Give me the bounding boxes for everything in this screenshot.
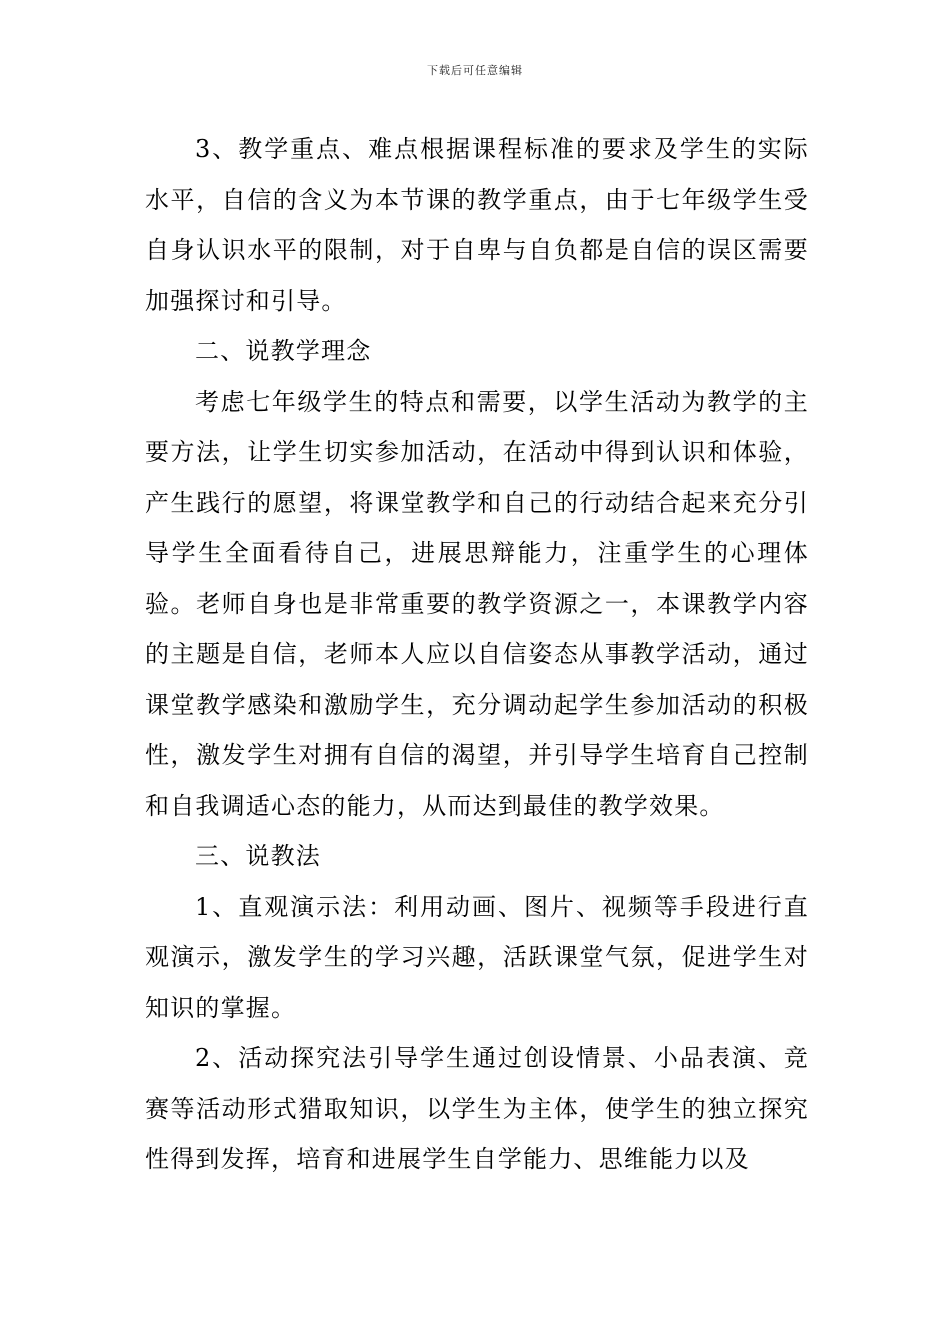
section-heading-teaching-methods: 三、说教法	[195, 842, 321, 870]
section-heading-teaching-philosophy: 二、说教学理念	[195, 337, 372, 365]
page-header: 下载后可任意编辑	[427, 64, 523, 77]
paragraph-method-demonstration: 1、直观演示法：利用动画、图片、视频等手段进行直观演示，激发学生的学习兴趣，活跃课堂气氛，促进学生对知识的掌握。	[145, 892, 809, 1022]
paragraph-teaching-focus: 3、教学重点、难点根据课程标准的要求及学生的实际水平，自信的含义为本节课的教学重点，由于七年级学生受自身认识水平的限制，对于自卑与自负都是自信的误区需要加强探讨和引导。	[145, 135, 809, 315]
paragraph-method-activity-inquiry: 2、活动探究法引导学生通过创设情景、小品表演、竞赛等活动形式猎取知识，以学生为主体，使学生的独立探究性得到发挥，培育和进展学生自学能力、思维能力以及	[145, 1044, 809, 1173]
paragraph-teaching-philosophy: 考虑七年级学生的特点和需要，以学生活动为教学的主要方法，让学生切实参加活动，在活动中得到认识和体验，产生践行的愿望，将课堂教学和自己的行动结合起来充分引导学生全面看待自己，进展思辩能力，注重学生的心理体验。老师自身也是非常重要的教学资源之一，本课教学内容的主题是自信，老师本人应以自信姿态从事教学活动，通过课堂教学感染和激励学生，充分调动起学生参加活动的积极性，激发学生对拥有自信的渴望，并引导学生培育自己控制和自我调适心态的能力，从而达到最佳的教学效果。	[145, 387, 809, 820]
document-body	[145, 124, 809, 1185]
